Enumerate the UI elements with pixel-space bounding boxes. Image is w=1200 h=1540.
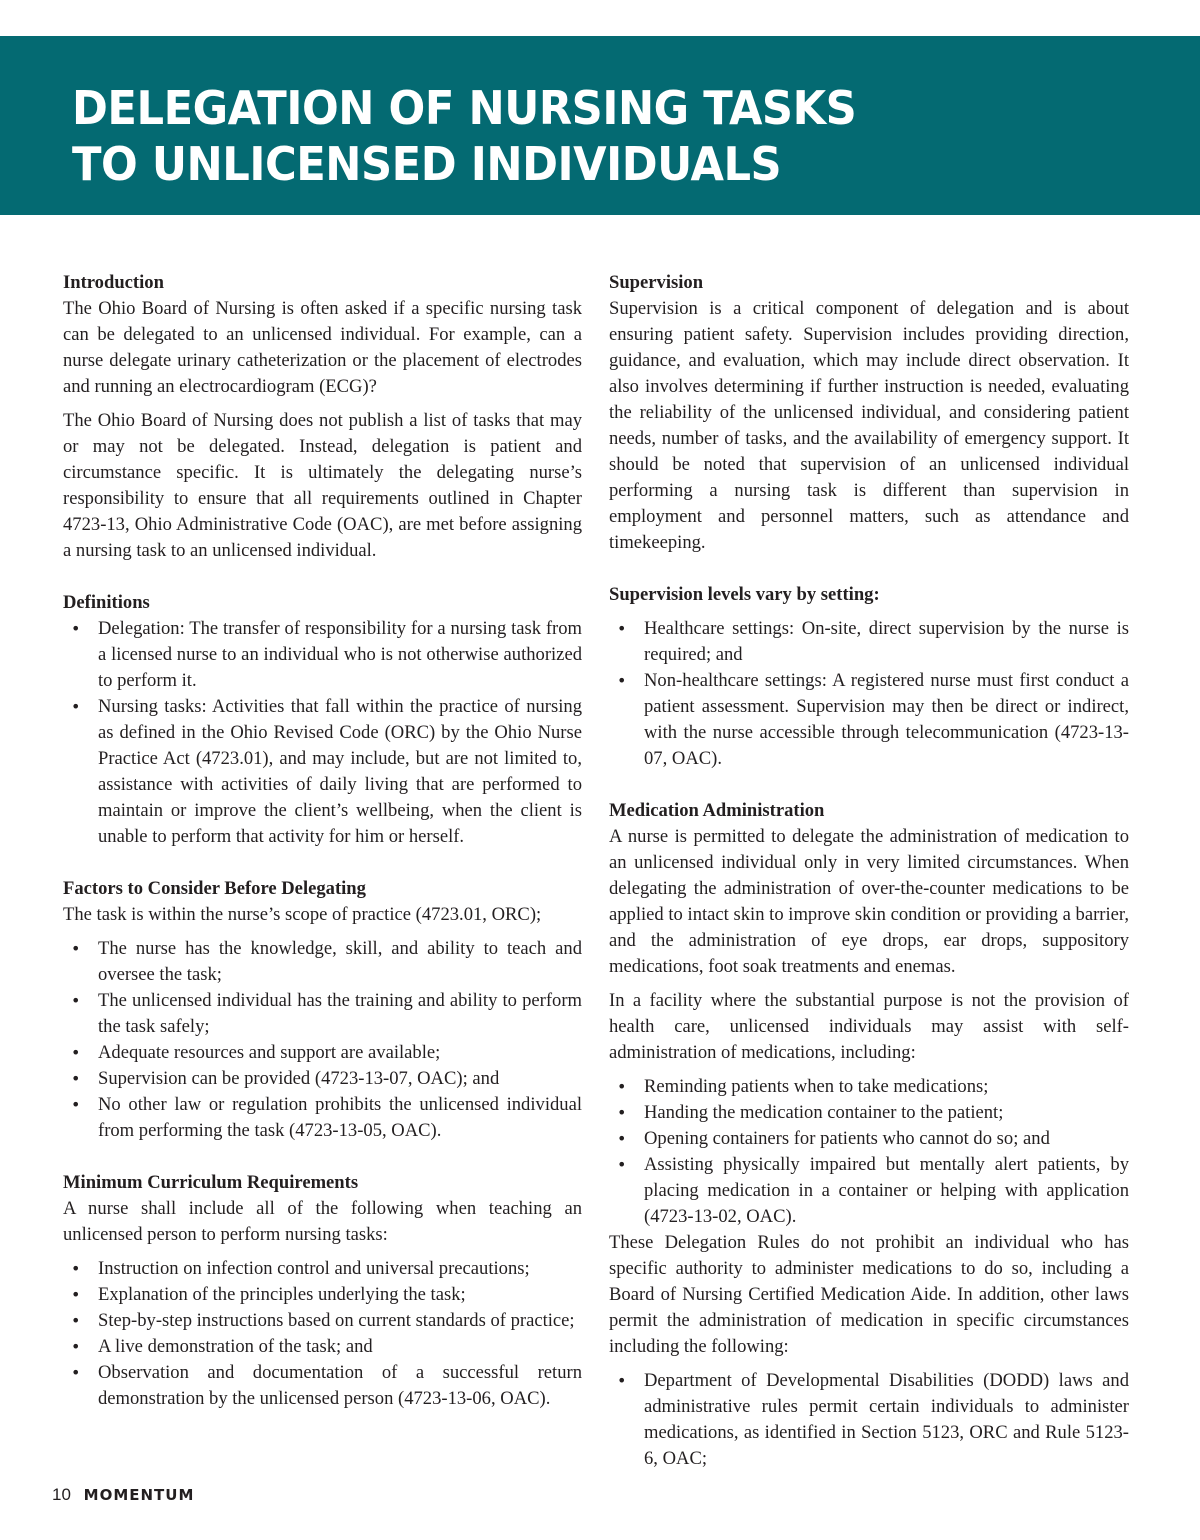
list-item: • Explanation of the principles underlying the task;	[63, 1282, 582, 1308]
supervision-heading: Supervision	[609, 272, 704, 293]
list-item: • Delegation: The transfer of responsibility for a nursing task from a licensed nurse to an individual who is not otherwise authorized to perform it.	[63, 616, 582, 694]
page-title	[72, 80, 856, 192]
list-item: • No other law or regulation prohibits the unlicensed individual from performing the task (4723-13-05, OAC).	[63, 1092, 582, 1144]
list-item: • Opening containers for patients who cannot do so; and	[609, 1126, 1129, 1152]
definitions-heading: Definitions	[63, 592, 150, 613]
factors-section	[63, 876, 582, 1144]
definitions-list	[63, 616, 582, 850]
list-item: • Supervision can be provided (4723-13-07, OAC); and	[63, 1066, 582, 1092]
curriculum-section	[63, 1170, 582, 1412]
medication-paragraph-2: In a facility where the substantial purpose is not the provision of health care, unlicensed individuals may assist with self-administration of medications, including:	[609, 990, 1129, 1063]
introduction-heading: Introduction	[63, 272, 164, 293]
definitions-section	[63, 590, 582, 850]
list-item: • Department of Developmental Disabilities (DODD) laws and administrative rules permit certain individuals to administer medications, as identified in Section 5123, ORC and Rule 5123-6, OAC;	[609, 1368, 1129, 1472]
list-item: • Step-by-step instructions based on current standards of practice;	[63, 1308, 582, 1334]
list-item: • The unlicensed individual has the training and ability to perform the task safely;	[63, 988, 582, 1040]
list-item: • Non-healthcare settings: A registered nurse must first conduct a patient assessment. Supervision may then be direct or indirect, with the nurse accessible through telecommunication (4723-13-07, OAC).	[609, 668, 1129, 772]
title-line-2: TO UNLICENSED INDIVIDUALS	[72, 137, 782, 191]
list-item: • Assisting physically impaired but mentally alert patients, by placing medication in a container or helping with application (4723-13-02, OAC).	[609, 1152, 1129, 1230]
curriculum-heading: Minimum Curriculum Requirements	[63, 1172, 359, 1193]
list-item: • Handing the medication container to the patient;	[609, 1100, 1129, 1126]
supervision-paragraph: Supervision is a critical component of delegation and is about ensuring patient safety. Supervision includes providing direction, guidance, and evaluation, which may include direct observation. It also involves determining if further instruction is needed, evaluating the reliability of the unlicensed individual, and considering patient needs, number of tasks, and the availability of emergency support. It should be noted that supervision of an unlicensed individual performing a nursing task is different than supervision in employment and personnel matters, such as attendance and timekeeping.	[609, 298, 1129, 553]
list-item: • A live demonstration of the task; and	[63, 1334, 582, 1360]
factors-heading: Factors to Consider Before Delegating	[63, 878, 366, 899]
supervision-section	[609, 270, 1129, 556]
supervision-levels-list	[609, 616, 1129, 772]
introduction-paragraph-2: The Ohio Board of Nursing does not publish a list of tasks that may or may not be delegated. Instead, delegation is patient and circumstance specific. It is ultimately the delegating nurse’s responsibility to ensure that all requirements outlined in Chapter 4723-13, Ohio Administrative Code (OAC), are met before assigning a nursing task to an unlicensed individual.	[63, 410, 582, 561]
medication-heading: Medication Administration	[609, 800, 825, 821]
list-item: • Nursing tasks: Activities that fall within the practice of nursing as defined in the Ohio Revised Code (ORC) by the Ohio Nurse Practice Act (4723.01), and may include, but are not limited to, assistance with activities of daily living that are performed to maintain or improve the client’s wellbeing, when the client is unable to perform that activity for him or herself.	[63, 694, 582, 850]
curriculum-list	[63, 1256, 582, 1412]
factors-list	[63, 936, 582, 1144]
medication-paragraph-3: These Delegation Rules do not prohibit an individual who has specific authority to administer medications to do so, including a Board of Nursing Certified Medication Aide. In addition, other laws permit the administration of medication in specific circumstances including the following:	[609, 1232, 1129, 1357]
supervision-levels-heading: Supervision levels vary by setting:	[609, 584, 880, 605]
medication-section	[609, 798, 1129, 1472]
page-number: 10	[52, 1485, 71, 1504]
introduction-section	[63, 270, 582, 564]
list-item: • Reminding patients when to take medications;	[609, 1074, 1129, 1100]
right-column	[609, 270, 1129, 1472]
list-item: • Healthcare settings: On-site, direct supervision by the nurse is required; and	[609, 616, 1129, 668]
curriculum-intro: A nurse shall include all of the following when teaching an unlicensed person to perform nursing tasks:	[63, 1198, 582, 1245]
list-item: • The nurse has the knowledge, skill, and ability to teach and oversee the task;	[63, 936, 582, 988]
medication-laws-list	[609, 1368, 1129, 1472]
page-footer	[52, 1485, 194, 1505]
title-banner	[0, 36, 1200, 215]
factors-intro: The task is within the nurse’s scope of practice (4723.01, ORC);	[63, 904, 542, 925]
list-item: • Adequate resources and support are available;	[63, 1040, 582, 1066]
supervision-levels-section	[609, 582, 1129, 772]
medication-paragraph-1: A nurse is permitted to delegate the administration of medication to an unlicensed individual only in very limited circumstances. When delegating the administration of over-the-counter medications to be applied to intact skin to improve skin condition or providing a barrier, and the administration of eye drops, ear drops, suppository medications, foot soak treatments and enemas.	[609, 826, 1129, 977]
list-item: • Instruction on infection control and universal precautions;	[63, 1256, 582, 1282]
left-column	[63, 270, 582, 1438]
introduction-paragraph-1: The Ohio Board of Nursing is often asked if a specific nursing task can be delegated to an unlicensed individual. For example, can a nurse delegate urinary catheterization or the placement of electrodes and running an electrocardiogram (ECG)?	[63, 298, 582, 397]
title-line-1: DELEGATION OF NURSING TASKS	[72, 81, 857, 135]
medication-assist-list	[609, 1074, 1129, 1230]
list-item: • Observation and documentation of a successful return demonstration by the unlicensed person (4723-13-06, OAC).	[63, 1360, 582, 1412]
magazine-name: MOMENTUM	[83, 1486, 195, 1504]
